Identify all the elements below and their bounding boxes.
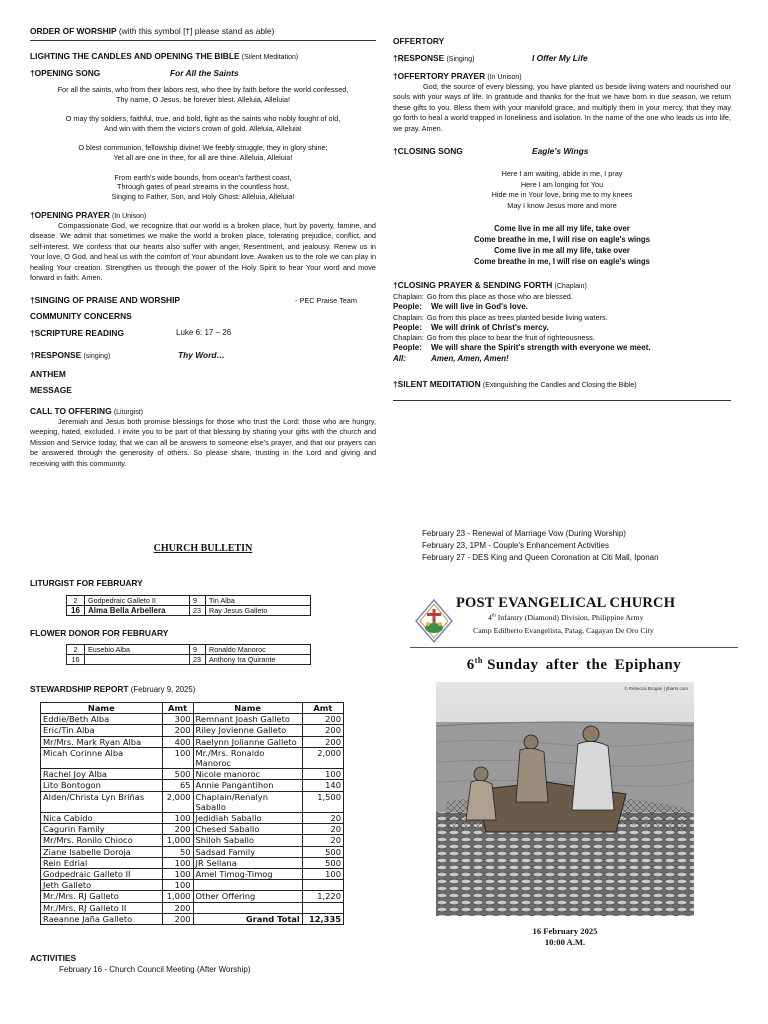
- scripture-label: †SCRIPTURE READING: [30, 328, 124, 338]
- closing-song-verse: [393, 169, 731, 211]
- amount-cell: 200: [162, 902, 193, 913]
- donor-name-cell: Lito Bontogon: [41, 780, 163, 791]
- litany-text: Go from this place as those who are blessed.: [426, 292, 573, 301]
- table-cell: 2: [67, 596, 85, 606]
- litany-speaker: Chaplain:: [393, 312, 424, 322]
- response2-line: [393, 53, 731, 63]
- verse-4: [30, 173, 376, 202]
- litany-speaker: Chaplain:: [393, 333, 424, 343]
- chorus-line: Come live in me all my life, take over: [494, 246, 630, 255]
- amount-cell: 1,000: [162, 891, 193, 902]
- response2-note: (Singing): [446, 56, 475, 63]
- verse-line: For all the saints, who from their labors rest, who thee by faith before the world confessed,: [57, 85, 349, 94]
- lighting-line: [30, 51, 298, 61]
- division-text: Infantry (Diamond) Division, Philippine Army: [495, 613, 644, 622]
- amount-cell: 2,000: [302, 747, 343, 768]
- litany-line: [393, 292, 731, 302]
- table-cell: 2: [67, 645, 85, 655]
- column-header: Name: [41, 703, 163, 714]
- donor-name-cell: Eddie/Beth Alba: [41, 714, 163, 725]
- table-row: [41, 791, 344, 812]
- message-label: MESSAGE: [30, 385, 72, 395]
- amount-cell: 200: [302, 714, 343, 725]
- lighting-title: LIGHTING THE CANDLES AND OPENING THE BIBLE: [30, 51, 240, 61]
- amount-cell: 200: [162, 824, 193, 835]
- verse-line: May I know Jesus more and more: [507, 200, 617, 210]
- verse-line: Here I am waiting, abide in me, I pray: [501, 169, 623, 178]
- offertory-prayer-text: God, the source of every blessing, you have planted us beside living waters and nourished our souls with your ways of life. In gratitude and thanks for the fruit we have born in due season, we return these gifts to you. Bless them with your manifold grace, and multiply them in your mercy, that they may go forth to heal a world trapped in loneliness and isolation. In the name of the one who leads us into life, we pray. Amen.: [393, 82, 731, 133]
- amount-cell: 20: [302, 824, 343, 835]
- silent-meditation-note: (Extinguishing the Candles and Closing the Bible): [482, 382, 637, 389]
- donor-name-cell: Chesed Saballo: [193, 824, 302, 835]
- donor-name-cell: Micah Corinne Alba: [41, 747, 163, 768]
- sunday-suffix: th: [474, 656, 483, 665]
- table-row: [41, 769, 344, 780]
- amount-cell: 20: [302, 813, 343, 824]
- amount-cell: 200: [162, 725, 193, 736]
- offertory-prayer-line: [393, 71, 522, 81]
- sunday-title: [410, 656, 738, 674]
- donor-name-cell: [193, 902, 302, 913]
- amount-cell: 100: [162, 869, 193, 880]
- church-address: Camp Edilberto Evangelista, Patag, Cagayan De Oro City: [473, 626, 654, 635]
- litany-text: Amen, Amen, Amen!: [431, 353, 509, 363]
- donor-name-cell: Mr/Mrs. Mark Ryan Alba: [41, 736, 163, 747]
- stewardship-date: (February 9, 2025): [130, 685, 196, 694]
- verse-line: Through gates of pearl streams in the countless host,: [117, 182, 289, 192]
- bulletin-title: CHURCH BULLETIN: [153, 543, 253, 554]
- amount-cell: 100: [162, 880, 193, 891]
- donor-name-cell: Other Offering: [193, 891, 302, 902]
- table-row: [67, 596, 311, 606]
- verse-line: And win with them the victor's crown of gold. Alleluia, Alleluia!: [104, 123, 302, 133]
- amount-cell: 100: [302, 769, 343, 780]
- activity-item: February 27 - DES King and Queen Coronation at Citi Mall, Iponan: [422, 553, 659, 562]
- donor-name-cell: Eric/Tin Alba: [41, 725, 163, 736]
- closing-prayer-note: (Chaplain): [554, 283, 587, 290]
- church-crest-icon: [414, 598, 454, 644]
- donor-name-cell: Rachel Joy Alba: [41, 769, 163, 780]
- donor-name-cell: Annie Pangantihon: [193, 780, 302, 791]
- opening-song-line: [30, 68, 376, 78]
- amount-cell: 300: [162, 714, 193, 725]
- litany: [393, 292, 731, 364]
- donor-name-cell: Shiloh Saballo: [193, 835, 302, 846]
- donor-name-cell: Godpedraic Galleto II: [41, 869, 163, 880]
- activity-item: February 23, 1PM - Couple's Enhancement Activities: [422, 541, 609, 550]
- donor-name-cell: Rein Edrial: [41, 857, 163, 868]
- order-of-worship-header: [30, 26, 274, 36]
- amount-cell: 12,335: [302, 913, 343, 924]
- donor-name-cell: Mr/Mrs. Ronilo Chioco: [41, 835, 163, 846]
- litany-line: [393, 333, 731, 343]
- table-row: [41, 902, 344, 913]
- verse-line: From earth's wide bounds, from ocean's farthest coast,: [114, 172, 292, 182]
- response2-title: I Offer My Life: [532, 53, 588, 63]
- donor-name-cell: Alden/Christa Lyn Briñas: [41, 791, 163, 812]
- donor-name-cell: Sadsad Family: [193, 846, 302, 857]
- litany-text: We will live in God's love.: [431, 302, 528, 312]
- call-to-offering-line: [30, 406, 143, 416]
- amount-cell: 200: [302, 736, 343, 747]
- litany-line: [393, 302, 731, 312]
- amount-cell: 500: [162, 769, 193, 780]
- response-title: Thy Word…: [178, 350, 225, 360]
- amount-cell: 100: [162, 813, 193, 824]
- opening-prayer-label: †OPENING PRAYER: [30, 210, 110, 220]
- opening-song-title: For All the Saints: [170, 68, 239, 78]
- amount-cell: 100: [162, 747, 193, 768]
- litany-speaker: People:: [393, 343, 422, 353]
- amount-cell: 400: [162, 736, 193, 747]
- amount-cell: 200: [162, 913, 193, 924]
- lighting-note: (Silent Meditation): [241, 54, 299, 61]
- verse-line: O blest communion, fellowship divine! We feebly struggle, they in glory shine;: [78, 143, 328, 153]
- donor-name-cell: Amel Timog-Timog: [193, 869, 302, 880]
- litany-text: We will share the Spirit's strength with everyone we meet.: [431, 343, 651, 353]
- response-note: (singing): [83, 353, 111, 360]
- litany-line: [393, 323, 731, 333]
- amount-cell: [302, 902, 343, 913]
- table-cell: Ronaldo Manoroc: [206, 645, 311, 655]
- table-row: [41, 736, 344, 747]
- closing-prayer-label: †CLOSING PRAYER & SENDING FORTH: [393, 280, 553, 290]
- praise-team: - PEC Praise Team: [295, 296, 357, 305]
- table-row: [41, 913, 344, 924]
- litany-line: [393, 354, 731, 364]
- sunday-number: 6: [466, 657, 475, 673]
- donor-name-cell: Mr./Mrs. RJ Galleto: [41, 891, 163, 902]
- table-row: [41, 747, 344, 768]
- verse-1: [30, 85, 376, 104]
- cover-rule: [410, 647, 738, 648]
- litany-line: [393, 313, 731, 323]
- donor-name-cell: Raelynn Jolianne Galleto: [193, 736, 302, 747]
- table-cell: Godpedraic Galleto II: [85, 596, 190, 606]
- offertory-prayer-label: †OFFERTORY PRAYER: [393, 71, 486, 81]
- litany-text: We will drink of Christ's mercy.: [431, 322, 549, 332]
- verse-line: Hide me in Your love, bring me to my knees: [491, 190, 633, 200]
- table-row: [41, 780, 344, 791]
- call-to-offering-note: (Liturgist): [113, 409, 143, 416]
- litany-speaker: People:: [393, 302, 422, 312]
- amount-cell: 500: [302, 857, 343, 868]
- donor-name-cell: Grand Total: [193, 913, 302, 924]
- amount-cell: 500: [302, 846, 343, 857]
- verse-line: Here I am longing for You: [520, 179, 604, 189]
- verse-line: Singing to Father, Son, and Holy Ghost: Alleluia, Alleluia!: [111, 191, 295, 201]
- opening-prayer-line: [30, 210, 146, 220]
- amount-cell: 100: [162, 857, 193, 868]
- offertory-label: OFFERTORY: [393, 36, 445, 46]
- scripture-ref: Luke 6: 17 – 26: [176, 328, 232, 337]
- church-logo: [414, 598, 454, 644]
- table-cell: 23: [190, 606, 206, 616]
- chorus-line: Come breathe in me, I will rise on eagle's wings: [473, 257, 651, 266]
- donor-name-cell: Mr./Mrs. Ronaldo Manoroc: [193, 747, 302, 768]
- closing-song-chorus: [393, 223, 731, 267]
- column-header: Name: [193, 703, 302, 714]
- table-cell: 16: [67, 606, 85, 616]
- column-header: Amt: [162, 703, 193, 714]
- call-to-offering-text: Jeremiah and Jesus both promise blessings for those who trust the Lord: those who are hungry, weeping, hated, excluded. I invite you to be part of that blessing by sharing your gifts with the church and Mission and Service today, that we can all be answers to someone else's prayer, and that our prayers can be answered through the generosity of others. So please share, trusting in the Lord and giving and receiving with this community.: [30, 417, 376, 468]
- table-row: [41, 857, 344, 868]
- table-row: [41, 725, 344, 736]
- church-name: POST EVANGELICAL CHURCH: [456, 595, 676, 611]
- donor-name-cell: Raeanne Jaña Galleto: [41, 913, 163, 924]
- verse-line: Thy name, O Jesus, be forever blest. Alleluia, Alleluia!: [116, 94, 290, 104]
- table-row: [41, 813, 344, 824]
- offertory-prayer-note: (In Unison): [487, 74, 522, 81]
- table-cell: Tin Alba: [206, 596, 311, 606]
- order-title: ORDER OF WORSHIP: [30, 26, 117, 36]
- donor-name-cell: Nica Cabido: [41, 813, 163, 824]
- activities-title: ACTIVITIES: [30, 953, 77, 963]
- donor-name-cell: [193, 880, 302, 891]
- verse-3: [30, 143, 376, 162]
- table-row: [41, 869, 344, 880]
- stewardship-title: STEWARDSHIP REPORT: [30, 684, 129, 694]
- fishing-illustration: [436, 682, 694, 916]
- table-row: [41, 835, 344, 846]
- amount-cell: 100: [302, 869, 343, 880]
- table-cell: 9: [190, 596, 206, 606]
- table-row: [67, 655, 311, 665]
- response-label: †RESPONSE: [30, 350, 82, 360]
- call-to-offering-label: CALL TO OFFERING: [30, 406, 112, 416]
- table-cell: Alma Bella Arbellera: [85, 606, 190, 616]
- donor-name-cell: Riley Jovienne Galleto: [193, 725, 302, 736]
- opening-prayer-text: Compassionate God, we recognize that our world is a broken place, hurt by poverty, famine, and disease. We admit that sometimes we make the world a broken place, tolerating prejudice, conflict, and self-interest. We confess that our hearts also suffer with anger, Resentment, and jealousy. Renew us in Your love, O God, and heal us with the comfort of Your abundant love. Awaken us to the role we can play in healing Your creation. Strengthen us through the power of the Holy Spirit to hear Your word and move forward in faith. Amen.: [30, 221, 376, 283]
- litany-text: Go from this place to bear the fruit of righteousness.: [426, 333, 595, 343]
- stewardship-table: [40, 702, 344, 925]
- opening-prayer-note: (In Unison): [111, 213, 147, 220]
- donor-name-cell: Jeth Galleto: [41, 880, 163, 891]
- amount-cell: 200: [302, 725, 343, 736]
- order-note: (with this symbol [†] please stand as able): [118, 26, 275, 36]
- closing-rule: [393, 400, 731, 401]
- litany-text: Go from this place as trees planted beside living waters.: [426, 312, 608, 322]
- silent-meditation-label: †SILENT MEDITATION: [393, 379, 481, 389]
- litany-line: [393, 343, 731, 353]
- flower-table: [66, 644, 311, 665]
- activity-item: February 23 - Renewal of Marriage Vow (During Worship): [422, 529, 626, 538]
- table-cell: 23: [190, 655, 206, 665]
- liturgist-title: LITURGIST FOR FEBRUARY: [30, 578, 143, 588]
- art-credit: © Rebecca Brogan | jtbarts.com: [624, 686, 688, 691]
- table-cell: 9: [190, 645, 206, 655]
- activities-continued: [422, 528, 659, 564]
- table-cell: Ray Jesus Galleto: [206, 606, 311, 616]
- flower-title: FLOWER DONOR FOR FEBRUARY: [30, 628, 169, 638]
- table-row: [41, 824, 344, 835]
- amount-cell: 65: [162, 780, 193, 791]
- chorus-line: Come breathe in me, I will rise on eagle's wings: [473, 235, 651, 244]
- scripture-line: [30, 328, 376, 338]
- division-suffix: th: [491, 613, 496, 619]
- donor-name-cell: Nicole manoroc: [193, 769, 302, 780]
- donor-name-cell: JR Sellana: [193, 857, 302, 868]
- service-date: 16 February 2025: [532, 926, 598, 936]
- table-row: [41, 880, 344, 891]
- amount-cell: 140: [302, 780, 343, 791]
- sunday-text: Sunday after the Epiphany: [487, 657, 682, 673]
- donor-name-cell: Cagurin Family: [41, 824, 163, 835]
- closing-prayer-line: [393, 280, 587, 290]
- donor-name-cell: Ziane Isabelle Doroja: [41, 846, 163, 857]
- amount-cell: 2,000: [162, 791, 193, 812]
- fishermen-net-icon: [436, 682, 694, 916]
- service-time: 10:00 A.M.: [544, 937, 586, 947]
- amount-cell: 1,000: [162, 835, 193, 846]
- response-line: [30, 350, 376, 360]
- amount-cell: [302, 880, 343, 891]
- table-cell: Anthony Ira Quirante: [206, 655, 311, 665]
- table-cell: [85, 655, 190, 665]
- table-row: [41, 714, 344, 725]
- silent-meditation-line: [393, 379, 637, 389]
- division-number: 4: [488, 613, 492, 622]
- table-cell: Eusebio Alba: [85, 645, 190, 655]
- amount-cell: 50: [162, 846, 193, 857]
- opening-song-lyrics: [30, 85, 376, 201]
- table-row: [67, 645, 311, 655]
- liturgist-table: [66, 595, 311, 616]
- donor-name-cell: Mr./Mrs. RJ Galleto II: [41, 902, 163, 913]
- table-row: [41, 891, 344, 902]
- verse-line: O may thy soldiers, faithful, true, and bold, fight as the saints who nobly fought of old,: [65, 114, 341, 124]
- praise-label: †SINGING OF PRAISE AND WORSHIP: [30, 295, 180, 305]
- donor-name-cell: Jedidiah Saballo: [193, 813, 302, 824]
- donor-name-cell: Remnant Joash Galleto: [193, 714, 302, 725]
- closing-song-line: [393, 146, 731, 156]
- anthem-label: ANTHEM: [30, 369, 66, 379]
- table-header-row: [41, 703, 344, 714]
- closing-song-title: Eagle's Wings: [532, 146, 589, 156]
- litany-speaker: People:: [393, 322, 422, 332]
- closing-song-label: †CLOSING SONG: [393, 146, 463, 156]
- verse-line: Yet all are one in thee, for all are thine. Alleluia, Alleluia!: [113, 152, 293, 162]
- community-concerns: COMMUNITY CONCERNS: [30, 311, 132, 321]
- amount-cell: 1,500: [302, 791, 343, 812]
- table-row: [41, 846, 344, 857]
- amount-cell: 20: [302, 835, 343, 846]
- column-header: Amt: [302, 703, 343, 714]
- opening-song-label: †OPENING SONG: [30, 68, 101, 78]
- chorus-line: Come live in me all my life, take over: [494, 224, 630, 233]
- header-rule: [30, 40, 376, 41]
- activity-item: February 16 - Church Council Meeting (After Worship): [59, 965, 251, 974]
- service-date-block: [436, 926, 694, 948]
- verse-2: [30, 114, 376, 133]
- stewardship-line: [30, 684, 195, 694]
- litany-speaker: All:: [393, 353, 406, 363]
- table-row: [67, 606, 311, 616]
- amount-cell: 1,220: [302, 891, 343, 902]
- praise-line: [30, 295, 376, 305]
- donor-name-cell: Chaplain/Renalyn Saballo: [193, 791, 302, 812]
- table-cell: 16: [67, 655, 85, 665]
- division-line: [488, 613, 644, 622]
- response2-label: †RESPONSE: [393, 53, 445, 63]
- litany-speaker: Chaplain:: [393, 292, 424, 301]
